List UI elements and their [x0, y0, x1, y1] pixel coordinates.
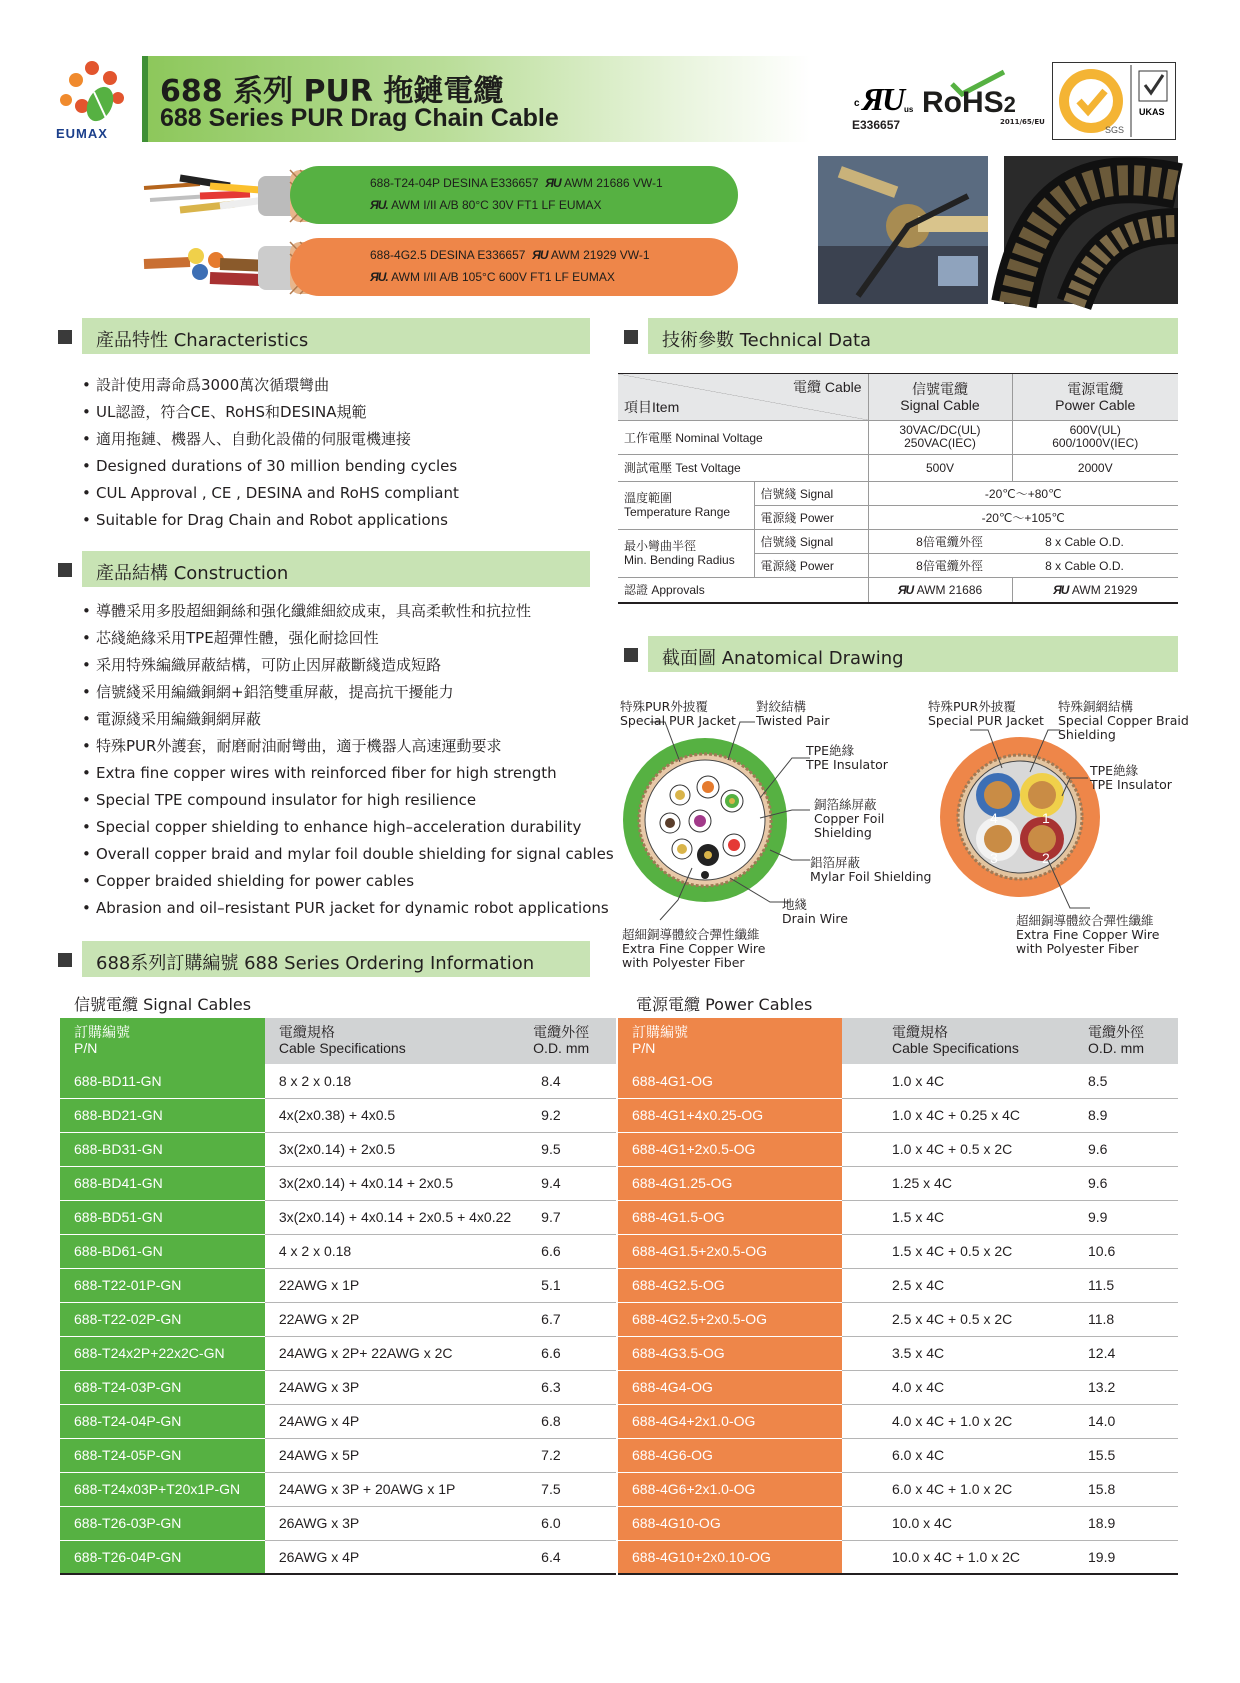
cell-pn: 688-4G10+2x0.10-OG — [618, 1540, 842, 1574]
svg-text:4: 4 — [990, 810, 998, 826]
logo-wordmark: EUMAX — [56, 126, 108, 141]
cell-od: 7.2 — [519, 1438, 616, 1472]
table-row — [60, 1064, 616, 1098]
cell-value: 2000V — [1012, 454, 1178, 481]
ul-file-number: E336657 — [852, 118, 901, 132]
ul-mini-icon: ЯU — [897, 582, 914, 597]
cell-spec: 1.0 x 4C — [842, 1064, 1036, 1098]
cell-spec: 1.0 x 4C + 0.5 x 2C — [842, 1132, 1036, 1166]
cell-spec: 8 x 2 x 0.18 — [265, 1064, 519, 1098]
svg-text:1: 1 — [1042, 810, 1050, 826]
table-row — [618, 1506, 1178, 1540]
cell-value: -20℃～+80℃ — [868, 481, 1178, 505]
cell-od: 8.4 — [519, 1064, 616, 1098]
svg-text:2: 2 — [1042, 850, 1050, 866]
table-row — [60, 1438, 616, 1472]
power-cable-print-band: 688-4G2.5 DESINA E336657 ЯU AWM 21929 VW-1 ЯU. AWM I/II A/B 105°C 600V FT1 LF EUMAX — [290, 238, 738, 296]
sub-row-label: 電源綫 Power — [754, 505, 868, 529]
cell-value: 8倍電纜外徑 8 x Cable O.D. — [868, 529, 1178, 553]
cell-pn: 688-T22-02P-GN — [60, 1302, 265, 1336]
table-row — [618, 1302, 1178, 1336]
svg-text:U: U — [882, 81, 906, 117]
cell-spec: 10.0 x 4C — [842, 1506, 1036, 1540]
cell-od: 6.7 — [519, 1302, 616, 1336]
label-power-fine-copper: 超細銅導體絞合彈性纖維 Extra Fine Copper Wire with Polyester Fiber — [1016, 913, 1160, 956]
table-row — [60, 1506, 616, 1540]
table-row — [618, 1540, 1178, 1574]
cell-pn: 688-4G1.25-OG — [618, 1166, 842, 1200]
cell-pn: 688-BD41-GN — [60, 1166, 265, 1200]
cell-value: ЯU AWM 21686 — [868, 577, 1012, 603]
sgs-ukas-badge — [1052, 62, 1176, 140]
svg-text:SGS: SGS — [1105, 125, 1125, 135]
cell-value: 8倍電纜外徑 8 x Cable O.D. — [868, 553, 1178, 577]
list-item: • 適用拖鏈、機器人、自動化設備的伺服電機連接 — [78, 426, 459, 453]
section-anatomical: 截面圖 Anatomical Drawing — [648, 636, 1178, 672]
robot-photo — [818, 156, 988, 304]
rohs-directive: 2011/65/EU — [1000, 118, 1045, 126]
cell-value: 500V — [868, 454, 1012, 481]
cell-pn: 688-4G3.5-OG — [618, 1336, 842, 1370]
list-item: • Designed durations of 30 million bending cycles — [78, 453, 459, 480]
list-item: • Overall copper braid and mylar foil double shielding for signal cables — [78, 841, 614, 868]
section-marker — [58, 330, 72, 344]
cell-spec: 1.5 x 4C — [842, 1200, 1036, 1234]
cell-od: 9.6 — [1036, 1166, 1178, 1200]
list-item: • 信號綫采用編織銅網+鋁箔雙重屏蔽，提高抗干擾能力 — [78, 679, 614, 706]
cell-pn: 688-BD31-GN — [60, 1132, 265, 1166]
table-row — [60, 1472, 616, 1506]
table-row — [618, 1438, 1178, 1472]
technical-data-table — [618, 374, 1178, 604]
section-marker — [58, 563, 72, 577]
cell-od: 5.1 — [519, 1268, 616, 1302]
col-header-signal: 信號電纜 Signal Cable — [868, 374, 1012, 420]
cell-od: 6.4 — [519, 1540, 616, 1574]
cell-od: 6.8 — [519, 1404, 616, 1438]
cell-od: 18.9 — [1036, 1506, 1178, 1540]
cell-spec: 24AWG x 5P — [265, 1438, 519, 1472]
cell-pn: 688-T22-01P-GN — [60, 1268, 265, 1302]
ul-mini-icon: ЯU — [1053, 582, 1069, 597]
cell-spec: 1.0 x 4C + 0.25 x 4C — [842, 1098, 1036, 1132]
cell-spec: 4.0 x 4C — [842, 1370, 1036, 1404]
cell-pn: 688-4G1.5+2x0.5-OG — [618, 1234, 842, 1268]
cell-pn: 688-4G1+4x0.25-OG — [618, 1098, 842, 1132]
cell-spec: 1.25 x 4C — [842, 1166, 1036, 1200]
sub-row-label: 信號綫 Signal — [754, 529, 868, 553]
label-fine-copper: 超細銅導體絞合彈性纖維 Extra Fine Copper Wire with Polyester Fiber — [622, 927, 766, 970]
table-row — [60, 1336, 616, 1370]
col-header-od: 電纜外徑 O.D. mm — [519, 1018, 616, 1064]
cell-pn: 688-T24-05P-GN — [60, 1438, 265, 1472]
cell-od: 6.3 — [519, 1370, 616, 1404]
table-row — [60, 1404, 616, 1438]
page-title-en: 688 Series PUR Drag Chain Cable — [160, 104, 559, 132]
cell-value: 600V(UL) 600/1000V(IEC) — [1012, 420, 1178, 454]
list-item: • 芯綫絶緣采用TPE超彈性體，强化耐捻回性 — [78, 625, 614, 652]
cell-pn: 688-BD51-GN — [60, 1200, 265, 1234]
cell-pn: 688-T24x2P+22x2C-GN — [60, 1336, 265, 1370]
table-row — [618, 1404, 1178, 1438]
col-header-pn: 訂購編號 P/N — [618, 1018, 842, 1064]
power-cables-table — [618, 1018, 1178, 1575]
sub-row-label: 電源綫 Power — [754, 553, 868, 577]
table-row — [60, 1098, 616, 1132]
list-item: • Extra fine copper wires with reinforced fiber for high strength — [78, 760, 614, 787]
cell-od: 12.4 — [1036, 1336, 1178, 1370]
cell-spec: 3x(2x0.14) + 2x0.5 — [265, 1132, 519, 1166]
label-tpe-insulator: TPE絶緣 TPE Insulator — [806, 743, 888, 772]
label-power-tpe: TPE絶緣 TPE Insulator — [1090, 763, 1172, 792]
label-power-copper-braid: 特殊銅網結構 Special Copper Braid Shielding — [1058, 699, 1189, 742]
section-characteristics: 產品特性 Characteristics — [82, 318, 590, 354]
table-row — [60, 1200, 616, 1234]
cell-od: 8.9 — [1036, 1098, 1178, 1132]
list-item: • 設計使用壽命爲3000萬次循環彎曲 — [78, 372, 459, 399]
cell-value: -20℃～+105℃ — [868, 505, 1178, 529]
col-header-pn: 訂購編號 P/N — [60, 1018, 265, 1064]
power-cables-heading: 電源電纜 Power Cables — [636, 995, 813, 1014]
cell-od: 19.9 — [1036, 1540, 1178, 1574]
table-row — [60, 1268, 616, 1302]
cell-spec: 10.0 x 4C + 1.0 x 2C — [842, 1540, 1036, 1574]
cell-od: 9.7 — [519, 1200, 616, 1234]
svg-text:us: us — [904, 105, 914, 114]
cell-pn: 688-T24-03P-GN — [60, 1370, 265, 1404]
cell-od: 10.6 — [1036, 1234, 1178, 1268]
ul-mini-icon: ЯU — [545, 176, 561, 190]
cell-od: 11.5 — [1036, 1268, 1178, 1302]
ul-mini-icon: ЯU. — [370, 198, 388, 212]
cell-od: 9.6 — [1036, 1132, 1178, 1166]
label-mylar-foil: 鋁箔屏蔽 Mylar Foil Shielding — [810, 855, 932, 884]
cell-spec: 2.5 x 4C + 0.5 x 2C — [842, 1302, 1036, 1336]
page-title-zh: 688 系列 PUR 拖鏈電纜 — [160, 74, 504, 109]
rohs-mark: RoHS2 — [922, 86, 1016, 119]
cell-pn: 688-4G4+2x1.0-OG — [618, 1404, 842, 1438]
cell-pn: 688-4G1.5-OG — [618, 1200, 842, 1234]
cell-spec: 22AWG x 2P — [265, 1302, 519, 1336]
table-row — [618, 1234, 1178, 1268]
label-pur-jacket: 特殊PUR外披覆 Special PUR Jacket — [620, 699, 736, 728]
cell-value: 30VAC/DC(UL) 250VAC(IEC) — [868, 420, 1012, 454]
col-header-power: 電源電纜 Power Cable — [1012, 374, 1178, 420]
cell-spec: 24AWG x 3P + 20AWG x 1P — [265, 1472, 519, 1506]
svg-text:Я: Я — [862, 81, 885, 117]
cell-spec: 4.0 x 4C + 1.0 x 2C — [842, 1404, 1036, 1438]
cell-spec: 1.5 x 4C + 0.5 x 2C — [842, 1234, 1036, 1268]
cell-od: 6.6 — [519, 1336, 616, 1370]
cell-pn: 688-4G2.5-OG — [618, 1268, 842, 1302]
svg-text:3: 3 — [990, 850, 998, 866]
list-item: • Special copper shielding to enhance high–acceleration durability — [78, 814, 614, 841]
table-row — [618, 1166, 1178, 1200]
drag-chain-photo — [1004, 156, 1178, 304]
cell-od: 9.9 — [1036, 1200, 1178, 1234]
signal-cables-heading: 信號電纜 Signal Cables — [74, 995, 252, 1014]
table-row — [618, 1336, 1178, 1370]
list-item: • 電源綫采用編織銅網屏蔽 — [78, 706, 614, 733]
table-row — [618, 1098, 1178, 1132]
cell-spec: 24AWG x 4P — [265, 1404, 519, 1438]
cell-pn: 688-4G6+2x1.0-OG — [618, 1472, 842, 1506]
table-row — [618, 1200, 1178, 1234]
col-header-spec: 電纜規格 Cable Specifications — [265, 1018, 519, 1064]
cell-spec: 2.5 x 4C — [842, 1268, 1036, 1302]
list-item: • 導體采用多股超細銅絲和强化纖維細絞成束，具高柔軟性和抗拉性 — [78, 598, 614, 625]
cell-pn: 688-T26-04P-GN — [60, 1540, 265, 1574]
label-copper-foil: 銅箔絲屏蔽 Copper Foil Shielding — [814, 797, 885, 840]
table-row — [60, 1132, 616, 1166]
list-item: • Abrasion and oil–resistant PUR jacket for dynamic robot applications — [78, 895, 614, 922]
cell-od: 7.5 — [519, 1472, 616, 1506]
section-marker — [624, 648, 638, 662]
table-row — [60, 1166, 616, 1200]
table-row — [60, 1302, 616, 1336]
cell-spec: 4x(2x0.38) + 4x0.5 — [265, 1098, 519, 1132]
cell-spec: 24AWG x 2P+ 22AWG x 2C — [265, 1336, 519, 1370]
row-label: 工作電壓 Nominal Voltage — [618, 420, 868, 454]
row-label: 測試電壓 Test Voltage — [618, 454, 868, 481]
section-marker — [624, 330, 638, 344]
row-label: 溫度範圍 Temperature Range — [618, 481, 754, 529]
table-row — [60, 1540, 616, 1574]
cell-pn: 688-BD61-GN — [60, 1234, 265, 1268]
col-header-spec: 電纜規格 Cable Specifications — [842, 1018, 1036, 1064]
section-construction: 產品結構 Construction — [82, 551, 590, 587]
table-row — [618, 1132, 1178, 1166]
section-ordering: 688系列訂購編號 688 Series Ordering Information — [82, 941, 590, 977]
cell-spec: 24AWG x 3P — [265, 1370, 519, 1404]
table-row — [60, 1234, 616, 1268]
characteristics-list — [78, 372, 459, 534]
signal-cable-print-band: 688-T24-04P DESINA E336657 ЯU AWM 21686 VW-1 ЯU. AWM I/II A/B 80°C 30V FT1 LF EUMAX — [290, 166, 738, 224]
label-twisted-pair: 對絞結構 Twisted Pair — [756, 699, 830, 728]
cell-od: 9.5 — [519, 1132, 616, 1166]
list-item: • Suitable for Drag Chain and Robot applications — [78, 507, 459, 534]
cell-od: 9.4 — [519, 1166, 616, 1200]
row-label: 最小彎曲半徑 Min. Bending Radius — [618, 529, 754, 577]
cell-od: 9.2 — [519, 1098, 616, 1132]
cell-spec: 3x(2x0.14) + 4x0.14 + 2x0.5 + 4x0.22 — [265, 1200, 519, 1234]
cell-od: 13.2 — [1036, 1370, 1178, 1404]
signal-cables-table — [60, 1018, 616, 1575]
cell-od: 6.0 — [519, 1506, 616, 1540]
cell-pn: 688-BD11-GN — [60, 1064, 265, 1098]
svg-text:UKAS: UKAS — [1139, 107, 1165, 117]
cell-od: 6.6 — [519, 1234, 616, 1268]
cell-pn: 688-4G1-OG — [618, 1064, 842, 1098]
table-row — [618, 1472, 1178, 1506]
cell-pn: 688-4G10-OG — [618, 1506, 842, 1540]
sub-row-label: 信號綫 Signal — [754, 481, 868, 505]
cell-pn: 688-4G1+2x0.5-OG — [618, 1132, 842, 1166]
list-item: • 采用特殊編織屏蔽結構，可防止因屏蔽斷綫造成短路 — [78, 652, 614, 679]
cell-spec: 4 x 2 x 0.18 — [265, 1234, 519, 1268]
cell-spec: 26AWG x 4P — [265, 1540, 519, 1574]
table-row — [618, 1268, 1178, 1302]
section-marker — [58, 953, 72, 967]
list-item: • 特殊PUR外護套，耐磨耐油耐彎曲，適于機器人高速運動要求 — [78, 733, 614, 760]
cell-spec: 6.0 x 4C + 1.0 x 2C — [842, 1472, 1036, 1506]
cell-pn: 688-T24-04P-GN — [60, 1404, 265, 1438]
list-item: • Copper braided shielding for power cables — [78, 868, 614, 895]
cell-spec: 3x(2x0.14) + 4x0.14 + 2x0.5 — [265, 1166, 519, 1200]
table-row — [618, 1064, 1178, 1098]
list-item: • UL認證，符合CE、RoHS和DESINA規範 — [78, 399, 459, 426]
cell-pn: 688-T26-03P-GN — [60, 1506, 265, 1540]
cell-pn: 688-T24x03P+T20x1P-GN — [60, 1472, 265, 1506]
label-power-pur-jacket: 特殊PUR外披覆 Special PUR Jacket — [928, 699, 1044, 728]
cell-spec: 6.0 x 4C — [842, 1438, 1036, 1472]
title-accent-bar — [142, 56, 148, 142]
cell-pn: 688-4G4-OG — [618, 1370, 842, 1404]
cell-spec: 26AWG x 3P — [265, 1506, 519, 1540]
cell-od: 15.5 — [1036, 1438, 1178, 1472]
col-header-od: 電纜外徑 O.D. mm — [1036, 1018, 1178, 1064]
ul-mini-icon: ЯU. — [370, 270, 388, 284]
construction-list — [78, 598, 614, 922]
section-technical: 技術參數 Technical Data — [648, 318, 1178, 354]
cell-pn: 688-4G2.5+2x0.5-OG — [618, 1302, 842, 1336]
cell-spec: 3.5 x 4C — [842, 1336, 1036, 1370]
svg-text:c: c — [854, 98, 860, 109]
cell-od: 15.8 — [1036, 1472, 1178, 1506]
list-item: • CUL Approval , CE , DESINA and RoHS compliant — [78, 480, 459, 507]
table-row — [60, 1370, 616, 1404]
table-row — [618, 1370, 1178, 1404]
row-label: 認證 Approvals — [618, 577, 868, 603]
table-corner-cell: 電纜 Cable 項目Item — [618, 374, 868, 420]
cell-pn: 688-4G6-OG — [618, 1438, 842, 1472]
cell-od: 11.8 — [1036, 1302, 1178, 1336]
cell-value: ЯU AWM 21929 — [1012, 577, 1178, 603]
ul-mini-icon: ЯU — [532, 248, 548, 262]
label-drain-wire: 地綫 Drain Wire — [782, 897, 848, 926]
cell-od: 8.5 — [1036, 1064, 1178, 1098]
cell-pn: 688-BD21-GN — [60, 1098, 265, 1132]
list-item: • Special TPE compound insulator for high resilience — [78, 787, 614, 814]
cell-spec: 22AWG x 1P — [265, 1268, 519, 1302]
cell-od: 14.0 — [1036, 1404, 1178, 1438]
